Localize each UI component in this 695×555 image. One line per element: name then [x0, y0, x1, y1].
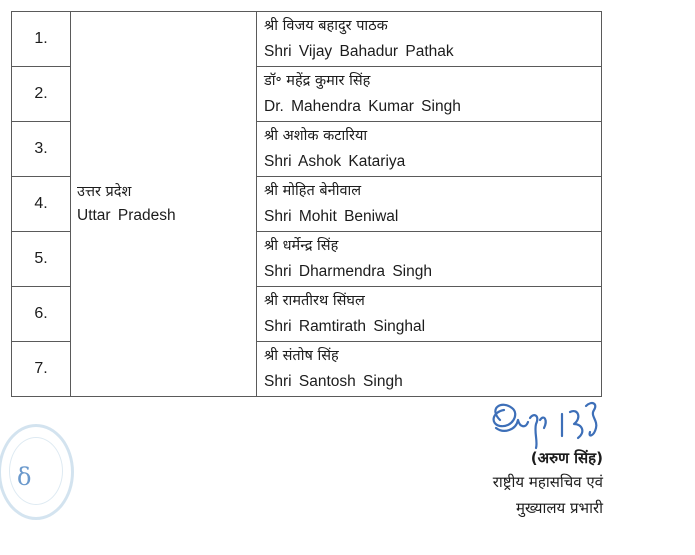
member-name-hindi: श्री रामतीरथ सिंघल: [264, 293, 365, 309]
member-name-hindi: श्री संतोष सिंह: [264, 348, 339, 364]
member-name-english: Shri Ramtirath Singhal: [264, 318, 426, 335]
state-name-hindi: उत्तर प्रदेश: [77, 184, 132, 200]
state-cell: [71, 12, 257, 397]
serial-number: 1.: [12, 12, 71, 67]
table-row: [12, 12, 602, 67]
member-name-cell: [257, 232, 602, 287]
office-stamp-icon: [0, 424, 74, 520]
member-name-hindi: श्री अशोक कटारिया: [264, 128, 368, 144]
member-name-english: Dr. Mahendra Kumar Singh: [264, 98, 461, 115]
serial-number: 3.: [12, 122, 71, 177]
member-name-cell: [257, 287, 602, 342]
member-name-hindi: श्री मोहित बेनीवाल: [264, 183, 362, 199]
serial-number: 7.: [12, 342, 71, 397]
member-name-cell: [257, 67, 602, 122]
stamp-initial-mark: ẟ: [17, 463, 32, 491]
signatory-designation-line1: राष्ट्रीय महासचिव एवं: [492, 473, 603, 491]
member-name-cell: [257, 122, 602, 177]
signatory-designation-line2: मुख्यालय प्रभारी: [516, 499, 603, 517]
member-name-hindi: डॉ॰ महेंद्र कुमार सिंह: [264, 73, 371, 89]
serial-number: 6.: [12, 287, 71, 342]
member-name-hindi: श्री विजय बहादुर पाठक: [264, 18, 388, 34]
member-name-hindi: श्री धर्मेन्द्र सिंह: [264, 238, 339, 254]
signatory-block: [493, 447, 603, 521]
state-name-english: Uttar Pradesh: [77, 207, 176, 224]
serial-number: 2.: [12, 67, 71, 122]
serial-number: 5.: [12, 232, 71, 287]
member-name-english: Shri Santosh Singh: [264, 373, 403, 390]
member-name-english: Shri Ashok Katariya: [264, 153, 406, 170]
member-name-english: Shri Vijay Bahadur Pathak: [264, 43, 454, 60]
member-name-cell: [257, 177, 602, 232]
member-name-english: Shri Dharmendra Singh: [264, 263, 432, 280]
member-name-cell: [257, 12, 602, 67]
member-name-cell: [257, 342, 602, 397]
members-table: [11, 11, 602, 397]
serial-number: 4.: [12, 177, 71, 232]
member-name-english: Shri Mohit Beniwal: [264, 208, 399, 225]
signatory-name: (अरुण सिंह): [530, 449, 603, 467]
signature-icon: [482, 398, 608, 450]
